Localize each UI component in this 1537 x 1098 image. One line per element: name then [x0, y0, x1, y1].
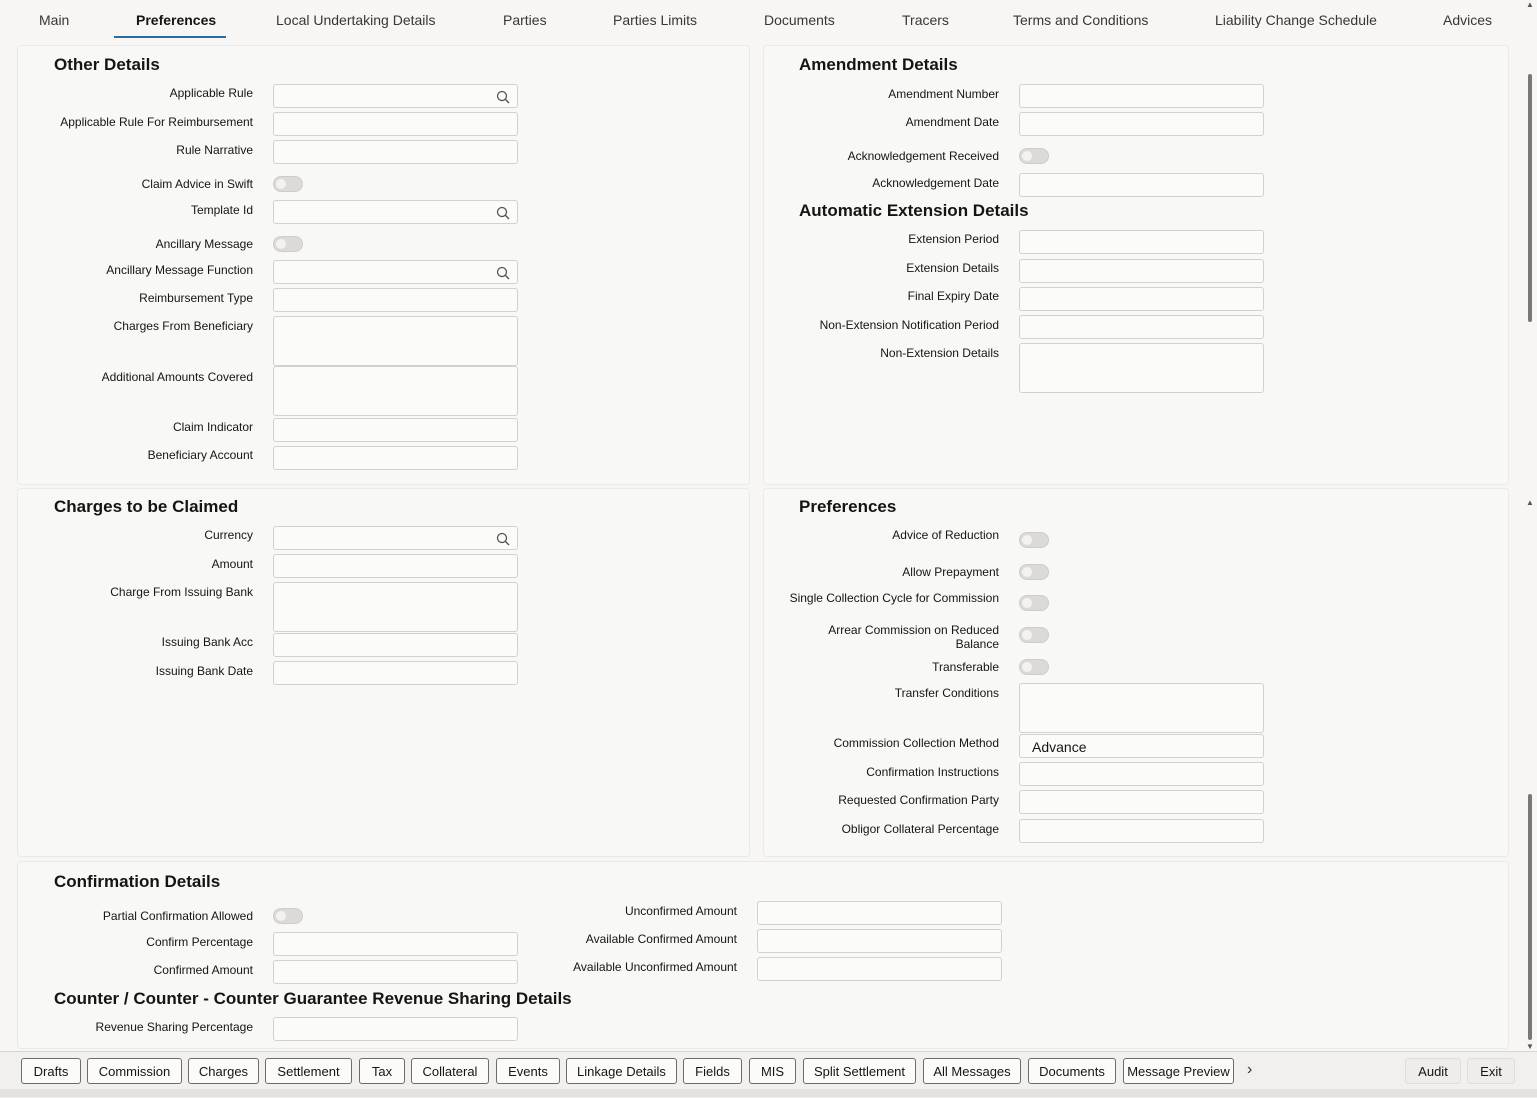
non-extension-details-textarea[interactable]	[1019, 343, 1264, 393]
charge-from-issuing-bank-textarea[interactable]	[273, 582, 518, 632]
collateral-button[interactable]: Collateral	[411, 1058, 489, 1084]
arrear-commission-toggle[interactable]	[1019, 627, 1049, 643]
revenue-sharing-percentage-field[interactable]	[273, 1017, 518, 1041]
ancillary-message-toggle[interactable]	[273, 236, 303, 252]
available-confirmed-amount-label: Available Confirmed Amount	[585, 932, 737, 946]
linkage-details-button[interactable]: Linkage Details	[566, 1058, 677, 1084]
amount-field[interactable]	[273, 554, 518, 578]
tab-local-undertaking-details[interactable]: Local Undertaking Details	[276, 12, 436, 28]
charges-button[interactable]: Charges	[188, 1058, 259, 1084]
confirm-percentage-label: Confirm Percentage	[146, 935, 253, 949]
additional-amounts-covered-textarea[interactable]	[273, 366, 518, 416]
revenue-sharing-percentage-label: Revenue Sharing Percentage	[95, 1020, 253, 1034]
advice-of-reduction-toggle[interactable]	[1019, 532, 1049, 548]
amendment-number-label: Amendment Number	[888, 87, 999, 101]
issuing-bank-date-field[interactable]	[273, 661, 518, 685]
message-preview-button[interactable]: Message Preview	[1123, 1058, 1234, 1084]
obligor-collateral-percentage-field[interactable]	[1019, 819, 1264, 843]
amount-label: Amount	[211, 557, 253, 571]
acknowledgement-received-toggle[interactable]	[1019, 148, 1049, 164]
automatic-extension-title: Automatic Extension Details	[799, 201, 1029, 220]
confirmed-amount-label: Confirmed Amount	[153, 963, 253, 977]
arrear-commission-label-line1: Arrear Commission on Reduced	[828, 623, 999, 637]
non-extension-notification-period-label: Non-Extension Notification Period	[819, 318, 999, 332]
scroll-up-arrow-icon[interactable]: ▲	[1526, 0, 1534, 9]
tab-terms-and-conditions[interactable]: Terms and Conditions	[1013, 12, 1149, 28]
vertical-scrollbar[interactable]	[1522, 0, 1537, 1050]
tab-main[interactable]: Main	[39, 12, 70, 28]
partial-confirmation-allowed-toggle[interactable]	[273, 908, 303, 924]
active-tab-indicator	[114, 36, 226, 38]
available-confirmed-amount-field[interactable]	[757, 929, 1002, 953]
claim-indicator-label: Claim Indicator	[172, 420, 253, 434]
applicable-rule-reimbursement-field[interactable]	[273, 112, 518, 136]
available-unconfirmed-amount-label: Available Unconfirmed Amount	[573, 960, 737, 974]
allow-prepayment-toggle[interactable]	[1019, 564, 1049, 580]
tab-tracers[interactable]: Tracers	[902, 12, 949, 28]
revenue-sharing-title: Counter / Counter - Counter Guarantee Revenue Sharing Details	[54, 989, 572, 1008]
extension-details-field[interactable]	[1019, 259, 1264, 283]
search-icon[interactable]	[496, 532, 510, 546]
rule-narrative-field[interactable]	[273, 140, 518, 164]
confirmation-instructions-label: Confirmation Instructions	[866, 765, 999, 779]
exit-button[interactable]: Exit	[1467, 1058, 1515, 1084]
beneficiary-account-field[interactable]	[273, 446, 518, 470]
arrear-commission-label-line2: Balance	[955, 637, 999, 651]
amendment-date-label: Amendment Date	[905, 115, 999, 129]
events-button[interactable]: Events	[496, 1058, 560, 1084]
additional-amounts-covered-label: Additional Amounts Covered	[101, 370, 253, 384]
amendment-number-field[interactable]	[1019, 84, 1264, 108]
acknowledgement-received-label: Acknowledgement Received	[847, 149, 999, 163]
audit-button[interactable]: Audit	[1405, 1058, 1461, 1084]
scroll-up-arrow-icon[interactable]: ▲	[1526, 498, 1534, 507]
template-id-field[interactable]	[273, 200, 518, 224]
tab-bar	[0, 0, 1520, 38]
all-messages-button[interactable]: All Messages	[923, 1058, 1021, 1084]
final-expiry-date-field[interactable]	[1019, 287, 1264, 311]
mis-button[interactable]: MIS	[749, 1058, 796, 1084]
confirm-percentage-field[interactable]	[273, 932, 518, 956]
applicable-rule-label: Applicable Rule	[169, 86, 253, 100]
claim-advice-swift-toggle[interactable]	[273, 176, 303, 192]
settlement-button[interactable]: Settlement	[265, 1058, 352, 1084]
amendment-date-field[interactable]	[1019, 112, 1264, 136]
transfer-conditions-textarea[interactable]	[1019, 683, 1264, 733]
search-icon[interactable]	[496, 90, 510, 104]
split-settlement-button[interactable]: Split Settlement	[803, 1058, 916, 1084]
tab-advices[interactable]: Advices	[1443, 12, 1493, 28]
issuing-bank-acc-field[interactable]	[273, 633, 518, 657]
preferences-title: Preferences	[799, 497, 897, 516]
reimbursement-type-label: Reimbursement Type	[139, 291, 253, 305]
available-unconfirmed-amount-field[interactable]	[757, 957, 1002, 981]
claim-advice-swift-label: Claim Advice in Swift	[141, 177, 253, 191]
currency-label: Currency	[204, 528, 253, 542]
scroll-down-arrow-icon[interactable]: ▼	[1526, 1042, 1534, 1051]
single-collection-cycle-toggle[interactable]	[1019, 595, 1049, 611]
applicable-rule-field[interactable]	[273, 84, 518, 108]
search-icon[interactable]	[496, 266, 510, 280]
unconfirmed-amount-label: Unconfirmed Amount	[624, 904, 737, 918]
acknowledgement-date-label: Acknowledgement Date	[872, 176, 999, 190]
commission-collection-method-label: Commission Collection Method	[833, 736, 999, 750]
bottom-strip	[0, 1089, 1537, 1097]
confirmed-amount-field[interactable]	[273, 960, 518, 984]
transferable-toggle[interactable]	[1019, 659, 1049, 675]
unconfirmed-amount-field[interactable]	[757, 901, 1002, 925]
scroll-thumb[interactable]	[1528, 74, 1532, 322]
template-id-label: Template Id	[190, 203, 253, 217]
single-collection-cycle-label: Single Collection Cycle for Commission	[789, 591, 999, 605]
ancillary-message-function-field[interactable]	[273, 260, 518, 284]
extension-period-field[interactable]	[1019, 230, 1264, 254]
obligor-collateral-percentage-label: Obligor Collateral Percentage	[841, 822, 999, 836]
charges-from-beneficiary-label: Charges From Beneficiary	[113, 319, 253, 333]
charges-to-be-claimed-title: Charges to be Claimed	[54, 497, 239, 516]
charges-from-beneficiary-textarea[interactable]	[273, 316, 518, 366]
tab-parties-limits[interactable]: Parties Limits	[613, 12, 698, 28]
documents-button[interactable]: Documents	[1028, 1058, 1116, 1084]
arrear-commission-label	[828, 623, 999, 651]
charge-from-issuing-bank-label: Charge From Issuing Bank	[110, 585, 253, 599]
currency-field[interactable]	[273, 526, 518, 550]
tab-preferences[interactable]: Preferences	[136, 12, 217, 28]
tab-documents[interactable]: Documents	[764, 12, 835, 28]
transfer-conditions-label: Transfer Conditions	[894, 686, 999, 700]
non-extension-details-label: Non-Extension Details	[880, 346, 999, 360]
acknowledgement-date-field[interactable]	[1019, 173, 1264, 197]
partial-confirmation-allowed-label: Partial Confirmation Allowed	[102, 909, 253, 923]
ancillary-message-label: Ancillary Message	[155, 237, 253, 251]
transferable-label: Transferable	[932, 660, 999, 674]
rule-narrative-label: Rule Narrative	[176, 143, 253, 157]
scroll-thumb[interactable]	[1528, 794, 1532, 1040]
requested-confirmation-party-label: Requested Confirmation Party	[838, 793, 999, 807]
extension-details-label: Extension Details	[906, 261, 999, 275]
allow-prepayment-label: Allow Prepayment	[902, 565, 999, 579]
confirmation-instructions-field[interactable]	[1019, 762, 1264, 786]
ancillary-message-function-label: Ancillary Message Function	[106, 263, 253, 277]
claim-indicator-field[interactable]	[273, 418, 518, 442]
chevron-right-icon[interactable]: ›	[1247, 1061, 1253, 1078]
fields-button[interactable]: Fields	[683, 1058, 742, 1084]
other-details-title: Other Details	[54, 55, 160, 74]
reimbursement-type-field[interactable]	[273, 288, 518, 312]
issuing-bank-acc-label: Issuing Bank Acc	[161, 635, 253, 649]
amendment-details-title: Amendment Details	[799, 55, 958, 74]
tab-parties[interactable]: Parties	[503, 12, 547, 28]
issuing-bank-date-label: Issuing Bank Date	[155, 664, 253, 678]
requested-confirmation-party-field[interactable]	[1019, 790, 1264, 814]
search-icon[interactable]	[496, 206, 510, 220]
non-extension-notification-period-field[interactable]	[1019, 315, 1264, 339]
commission-collection-method-field[interactable]: Advance	[1019, 734, 1264, 758]
commission-button[interactable]: Commission	[87, 1058, 182, 1084]
tab-liability-change-schedule[interactable]: Liability Change Schedule	[1215, 12, 1377, 28]
drafts-button[interactable]: Drafts	[21, 1058, 81, 1084]
advice-of-reduction-label: Advice of Reduction	[892, 528, 999, 542]
final-expiry-date-label: Final Expiry Date	[907, 289, 999, 303]
beneficiary-account-label: Beneficiary Account	[147, 448, 253, 462]
confirmation-details-title: Confirmation Details	[54, 872, 221, 891]
extension-period-label: Extension Period	[908, 232, 999, 246]
applicable-rule-reimbursement-label: Applicable Rule For Reimbursement	[60, 115, 253, 129]
tax-button[interactable]: Tax	[359, 1058, 405, 1084]
